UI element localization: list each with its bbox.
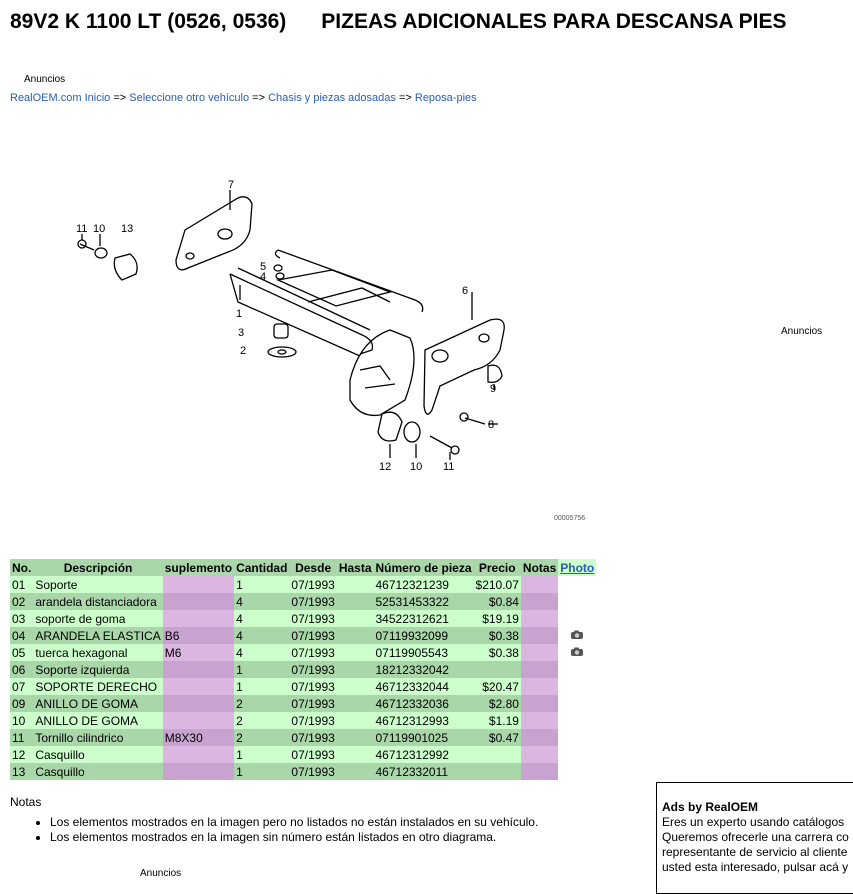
parts-table-header-row (10, 559, 596, 576)
row-part-number[interactable]: 34522312621 (374, 610, 474, 627)
row-part-number[interactable]: 46712321239 (374, 576, 474, 593)
ads-label-bottom: Anuncios (140, 868, 182, 879)
row-part-number[interactable]: 07119932099 (374, 627, 474, 644)
row-from: 07/1993 (291, 662, 335, 677)
photo-header-link[interactable]: Photo (560, 560, 595, 575)
row-quantity: 2 (234, 712, 289, 729)
row-price: $0.84 (474, 593, 521, 610)
row-number: 13 (10, 763, 33, 780)
row-notes (521, 695, 558, 712)
row-from: 07/1993 (291, 747, 335, 762)
row-number: 09 (10, 695, 33, 712)
ad-box-line: Eres un experto usando catálogos (662, 815, 845, 829)
row-description: Tornillo cilindrico (33, 729, 162, 746)
row-description: ANILLO DE GOMA (33, 695, 162, 712)
row-to (337, 576, 374, 593)
row-to (337, 593, 374, 610)
row-price (474, 746, 521, 763)
row-part-number[interactable]: 46712332011 (374, 763, 474, 780)
row-part-number[interactable]: 18212332042 (374, 661, 474, 678)
callout-11: 11 (76, 223, 88, 235)
ad-box-title: Ads by RealOEM (662, 800, 759, 814)
ad-box-line: usted esta interesado, pulsar acá y (662, 860, 849, 874)
row-notes (521, 678, 558, 695)
row-supplement (163, 763, 234, 780)
table-row[interactable] (10, 661, 596, 678)
row-photo (558, 576, 596, 593)
row-from: 07/1993 (291, 645, 335, 660)
row-photo (558, 729, 596, 746)
row-quantity: 4 (234, 593, 289, 610)
callout-6: 6 (462, 285, 469, 297)
row-to (337, 746, 374, 763)
row-to (337, 678, 374, 695)
table-row[interactable] (10, 576, 596, 593)
row-quantity: 4 (234, 644, 289, 661)
row-quantity: 1 (234, 576, 289, 593)
row-to (337, 712, 374, 729)
row-notes (521, 593, 558, 610)
row-notes (521, 763, 558, 780)
breadcrumb-separator: => (113, 92, 127, 104)
ad-box-line: representante de servicio al cliente (662, 845, 848, 859)
row-to (337, 763, 374, 780)
row-part-number[interactable]: 46712332036 (374, 695, 474, 712)
header-from: Desde (289, 559, 336, 576)
row-price: $19.19 (474, 610, 521, 627)
row-supplement (163, 593, 234, 610)
row-supplement (163, 712, 234, 729)
callout-3: 3 (238, 327, 245, 339)
notes-list (30, 815, 538, 845)
callout-9: 9 (490, 383, 497, 395)
row-price: $1.19 (474, 712, 521, 729)
note-item: • Los elementos mostrados en la imagen sin número están listados en otro diagrama. (50, 830, 538, 845)
row-number: 06 (10, 661, 33, 678)
row-photo[interactable] (558, 627, 596, 644)
row-supplement: M8X30 (163, 729, 234, 746)
row-to (337, 610, 374, 627)
callout-2: 2 (240, 345, 247, 357)
row-notes (521, 576, 558, 593)
row-quantity: 1 (234, 661, 289, 678)
row-part-number[interactable]: 07119901025 (374, 729, 474, 746)
row-part-number[interactable]: 46712332044 (374, 678, 474, 695)
row-photo (558, 763, 596, 780)
row-supplement: B6 (163, 627, 234, 644)
row-price: $0.38 (474, 644, 521, 661)
row-photo (558, 678, 596, 695)
table-row[interactable] (10, 695, 596, 712)
row-description: arandela distanciadora (33, 593, 162, 610)
table-row[interactable] (10, 729, 596, 746)
table-row[interactable] (10, 627, 596, 644)
breadcrumb-separator: => (398, 92, 412, 104)
parts-table (10, 559, 596, 780)
header-description: Descripción (33, 559, 162, 576)
header-to: Hasta (338, 560, 372, 575)
page-title: 89V2 K 1100 LT (0526, 0536) PIZEAS ADICIONALES PARA DESCANSA PIES (10, 10, 787, 33)
notes-title: Notas (10, 795, 42, 809)
row-from: 07/1993 (291, 628, 335, 643)
row-supplement (163, 661, 234, 678)
header-quantity: Cantidad (236, 560, 288, 575)
row-from: 07/1993 (291, 764, 335, 779)
row-description: ANILLO DE GOMA (33, 712, 162, 729)
row-price (474, 661, 521, 678)
row-price: $2.80 (474, 695, 521, 712)
callout-8: 8 (488, 419, 495, 431)
row-to (337, 695, 374, 712)
row-to (337, 627, 374, 644)
camera-icon[interactable] (570, 647, 584, 657)
callout-10b: 10 (410, 461, 423, 473)
row-number: 10 (10, 712, 33, 729)
row-part-number[interactable]: 46712312993 (374, 712, 474, 729)
row-number: 01 (10, 576, 33, 593)
row-price (474, 763, 521, 780)
realoem-ad-box[interactable] (656, 782, 853, 894)
row-description: Casquillo (33, 746, 162, 763)
row-from: 07/1993 (291, 594, 335, 609)
row-number: 03 (10, 610, 33, 627)
table-row[interactable] (10, 610, 596, 627)
row-notes (521, 746, 558, 763)
note-item: • Los elementos mostrados en la imagen pero no listados no están instalados en su vehículo. (50, 815, 538, 830)
row-description: soporte de goma (33, 610, 162, 627)
header-notes: Notas (522, 560, 557, 575)
breadcrumb-separator: => (252, 92, 266, 104)
row-number: 07 (10, 678, 33, 695)
row-notes (521, 644, 558, 661)
callout-1: 1 (236, 308, 243, 320)
row-number: 04 (10, 627, 33, 644)
row-quantity: 4 (234, 610, 289, 627)
header-no: No. (12, 560, 32, 575)
row-to (337, 661, 374, 678)
row-notes (521, 610, 558, 627)
row-number: 02 (10, 593, 33, 610)
callout-13: 13 (121, 223, 134, 235)
row-quantity: 4 (234, 627, 289, 644)
row-number: 12 (10, 746, 33, 763)
row-price: $0.38 (474, 627, 521, 644)
table-row[interactable] (10, 593, 596, 610)
header-photo (558, 559, 596, 576)
diagram-image-id: 00005756 (554, 515, 586, 522)
table-row[interactable] (10, 678, 596, 695)
callout-10: 10 (93, 223, 106, 235)
table-row[interactable] (10, 763, 596, 780)
ads-label-right: Anuncios (781, 326, 823, 337)
row-quantity: 1 (234, 746, 289, 763)
parts-diagram (60, 170, 605, 528)
header-price: Precio (474, 559, 521, 576)
breadcrumb-home-link[interactable]: RealOEM.com Inicio (10, 92, 111, 104)
row-price: $210.07 (475, 577, 519, 592)
row-description: Casquillo (33, 763, 162, 780)
row-description: ARANDELA ELASTICA (35, 628, 161, 643)
callout-7: 7 (228, 179, 235, 191)
row-photo (558, 746, 596, 763)
row-description: tuerca hexagonal (33, 644, 162, 661)
breadcrumb (10, 92, 477, 104)
row-notes (521, 627, 558, 644)
table-row[interactable] (10, 644, 596, 661)
row-price: $20.47 (474, 678, 521, 695)
row-from: 07/1993 (291, 696, 335, 711)
row-quantity: 2 (234, 695, 289, 712)
row-number: 11 (10, 729, 33, 746)
row-photo (558, 661, 596, 678)
callout-12: 12 (379, 461, 392, 473)
row-supplement (163, 695, 234, 712)
row-from: 07/1993 (291, 679, 335, 694)
row-description: Soporte (33, 576, 162, 593)
header-part-number: Número de pieza (375, 560, 472, 575)
row-supplement (163, 576, 234, 593)
row-photo[interactable] (558, 644, 596, 661)
row-from: 07/1993 (291, 730, 335, 745)
row-notes (521, 729, 558, 746)
callout-5: 5 (260, 261, 267, 273)
row-supplement (163, 746, 234, 763)
row-from: 07/1993 (291, 713, 335, 728)
row-notes (521, 661, 558, 678)
table-row[interactable] (10, 746, 596, 763)
camera-icon[interactable] (570, 630, 584, 640)
row-part-number[interactable]: 07119905543 (374, 644, 474, 661)
header-supplement: suplemento (164, 560, 233, 575)
table-row[interactable] (10, 712, 596, 729)
row-part-number[interactable]: 52531453322 (374, 593, 474, 610)
breadcrumb-chassis-link[interactable]: Chasis y piezas adosadas (268, 92, 396, 104)
row-from: 07/1993 (291, 577, 335, 592)
row-to (337, 644, 374, 661)
row-number: 05 (10, 644, 33, 661)
row-photo (558, 695, 596, 712)
row-to (337, 729, 374, 746)
row-part-number[interactable]: 46712312992 (374, 746, 474, 763)
row-supplement (163, 678, 234, 695)
breadcrumb-vehicle-link[interactable]: Seleccione otro vehículo (129, 92, 250, 104)
row-photo (558, 610, 596, 627)
row-from: 07/1993 (291, 611, 335, 626)
row-quantity: 1 (234, 678, 289, 695)
ad-box-line: Queremos ofrecerle una carrera co (662, 830, 849, 844)
breadcrumb-footrest-link[interactable]: Reposa-pies (414, 92, 477, 104)
row-quantity: 1 (234, 763, 289, 780)
row-photo (558, 593, 596, 610)
row-notes (521, 712, 558, 729)
row-supplement (163, 610, 234, 627)
callout-11b: 11 (443, 461, 455, 473)
row-photo (558, 712, 596, 729)
row-supplement: M6 (163, 644, 234, 661)
row-description: SOPORTE DERECHO (33, 678, 162, 695)
row-description: Soporte izquierda (33, 661, 162, 678)
ads-label-top: Anuncios (24, 74, 66, 85)
row-price: $0.47 (474, 729, 521, 746)
row-quantity: 2 (234, 729, 289, 746)
callout-4: 4 (260, 271, 267, 283)
